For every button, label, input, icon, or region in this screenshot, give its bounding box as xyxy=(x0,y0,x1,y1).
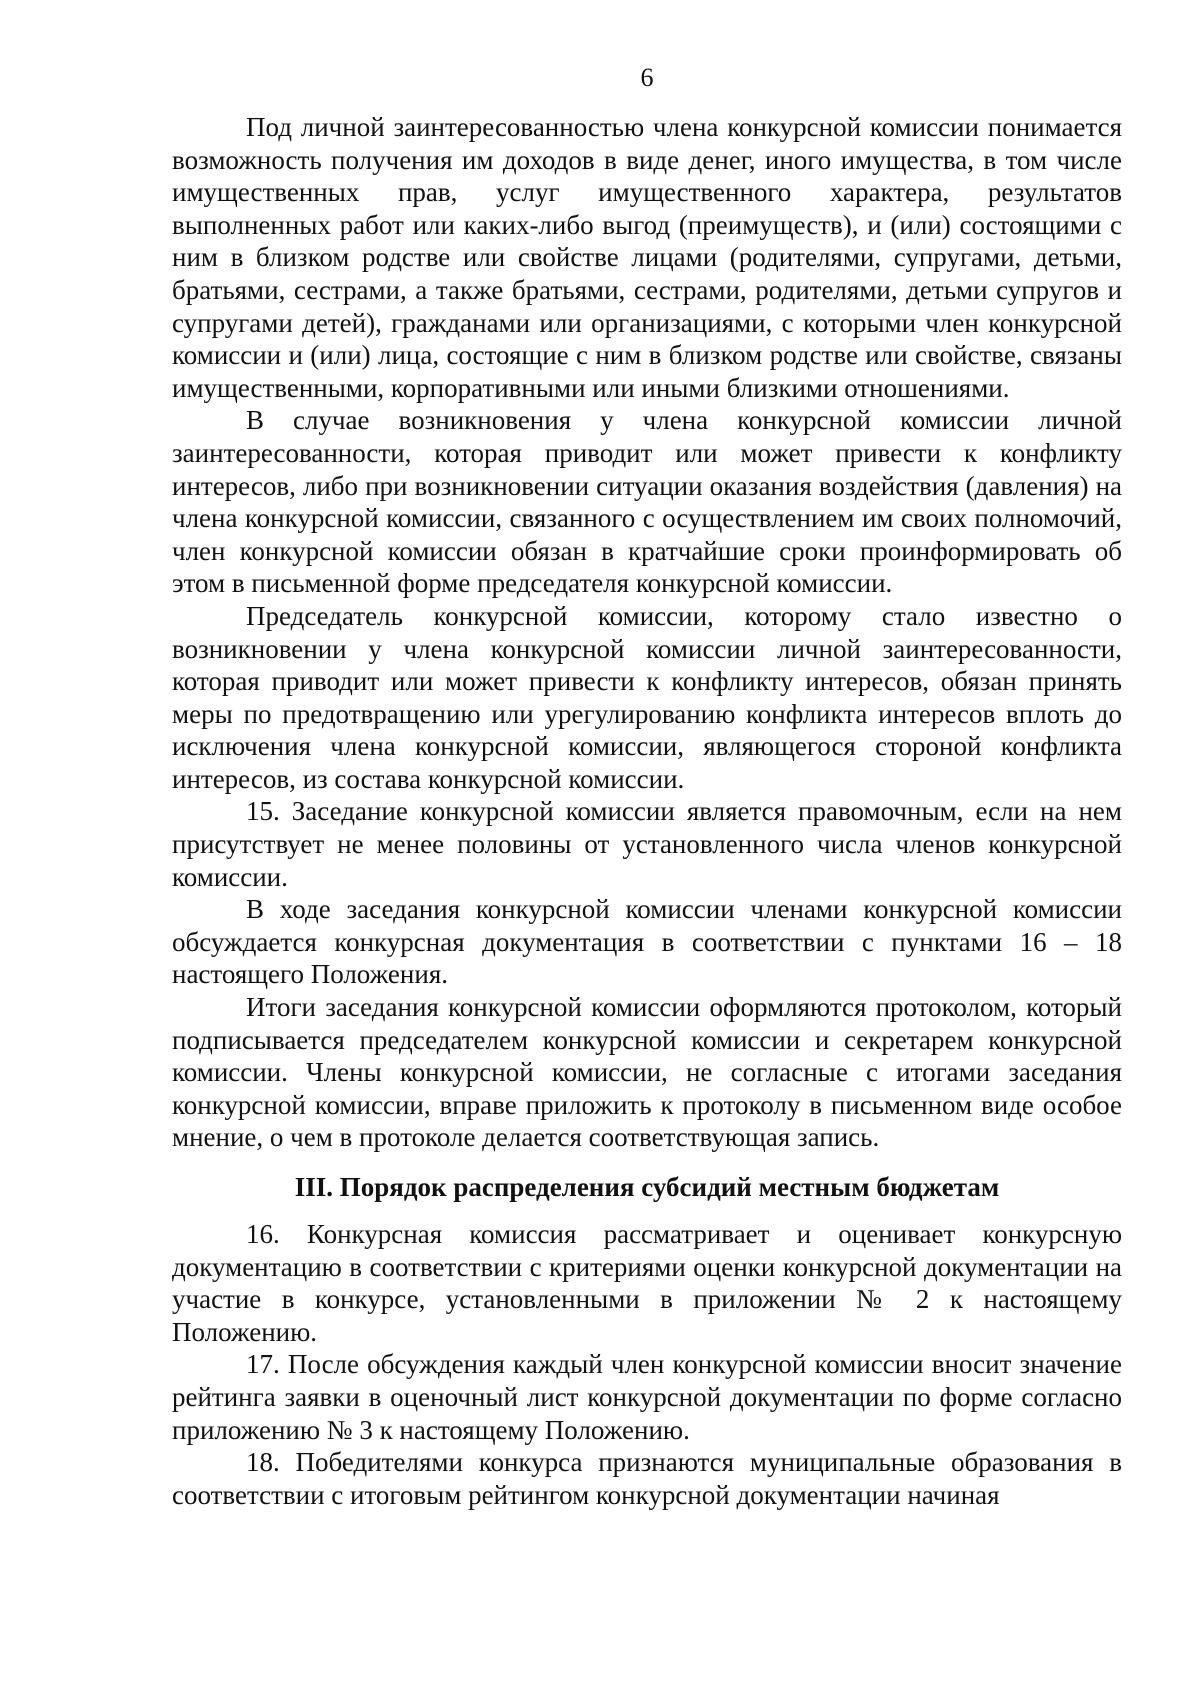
paragraph-item-18: 18. Победителями конкурса признаются муниципальные образования в соответствии с итоговым рейтингом конкурсной документации начиная xyxy=(172,1447,1122,1510)
page-number: 6 xyxy=(640,63,654,92)
paragraph-item-15-quorum: 15. Заседание конкурсной комиссии является правомочным, если на нем присутствует не менее половины от установленного числа членов конкурсной комиссии. xyxy=(172,796,1122,892)
paragraph-item-16: 16. Конкурсная комиссия рассматривает и оценивает конкурсную документацию в соответствии с критериями оценки конкурсной документации на участие в конкурсе, установленными в приложении № 2 к настоящему Положению. xyxy=(172,1219,1122,1347)
document-page xyxy=(172,62,1122,1511)
paragraph-personal-interest-definition: Под личной заинтересованностью члена конкурсной комиссии понимается возможность получения им доходов в виде денег, иного имущества, в том числе имущественных прав, услуг имущественного характера, результатов выполненных работ или каких-либо выгод (преимуществ), и (или) состоящими с ним в близком родстве или свойстве лицами (родителями, супругами, детьми, братьями, сестрами, а также братьями, сестрами, родителями, детьми супругов и супругами детей), гражданами или организациями, с которыми член конкурсной комиссии и (или) лица, состоящие с ним в близком родстве или свойстве, связаны имущественными, корпоративными или иными близкими отношениями. xyxy=(172,112,1122,403)
paragraph-meeting-results: Итоги заседания конкурсной комиссии оформляются протоколом, который подписывается председателем конкурсной комиссии и секретарем конкурсной комиссии. Члены конкурсной комиссии, не согласные с итогами заседания конкурсной комиссии, вправе приложить к протоколу в письменном виде особое мнение, о чем в протоколе делается соответствующая запись. xyxy=(172,992,1122,1153)
paragraph-meeting-discussion: В ходе заседания конкурсной комиссии членами конкурсной комиссии обсуждается конкурсная документация в соответствии с пунктами 16 – 18 настоящего Положения. xyxy=(172,894,1122,990)
paragraph-conflict-notification: В случае возникновения у члена конкурсной комиссии личной заинтересованности, которая приводит или может привести к конфликту интересов, либо при возникновении ситуации оказания воздействия (давления) на члена конкурсной комиссии, связанного с осуществлением им своих полномочий, член конкурсной комиссии обязан в кратчайшие сроки проинформировать об этом в письменной форме председателя конкурсной комиссии. xyxy=(172,405,1122,599)
paragraph-item-17: 17. После обсуждения каждый член конкурсной комиссии вносит значение рейтинга заявки в оценочный лист конкурсной документации по форме согласно приложению № 3 к настоящему Положению. xyxy=(172,1349,1122,1445)
paragraph-chairman-measures: Председатель конкурсной комиссии, которому стало известно о возникновении у члена конкурсной комиссии личной заинтересованности, которая приводит или может привести к конфликту интересов, обязан принять меры по предотвращению или урегулированию конфликта интересов вплоть до исключения члена конкурсной комиссии, являющегося стороной конфликта интересов, из состава конкурсной комиссии. xyxy=(172,600,1122,794)
section-heading: III. Порядок распределения субсидий местным бюджетам xyxy=(294,1172,1000,1202)
